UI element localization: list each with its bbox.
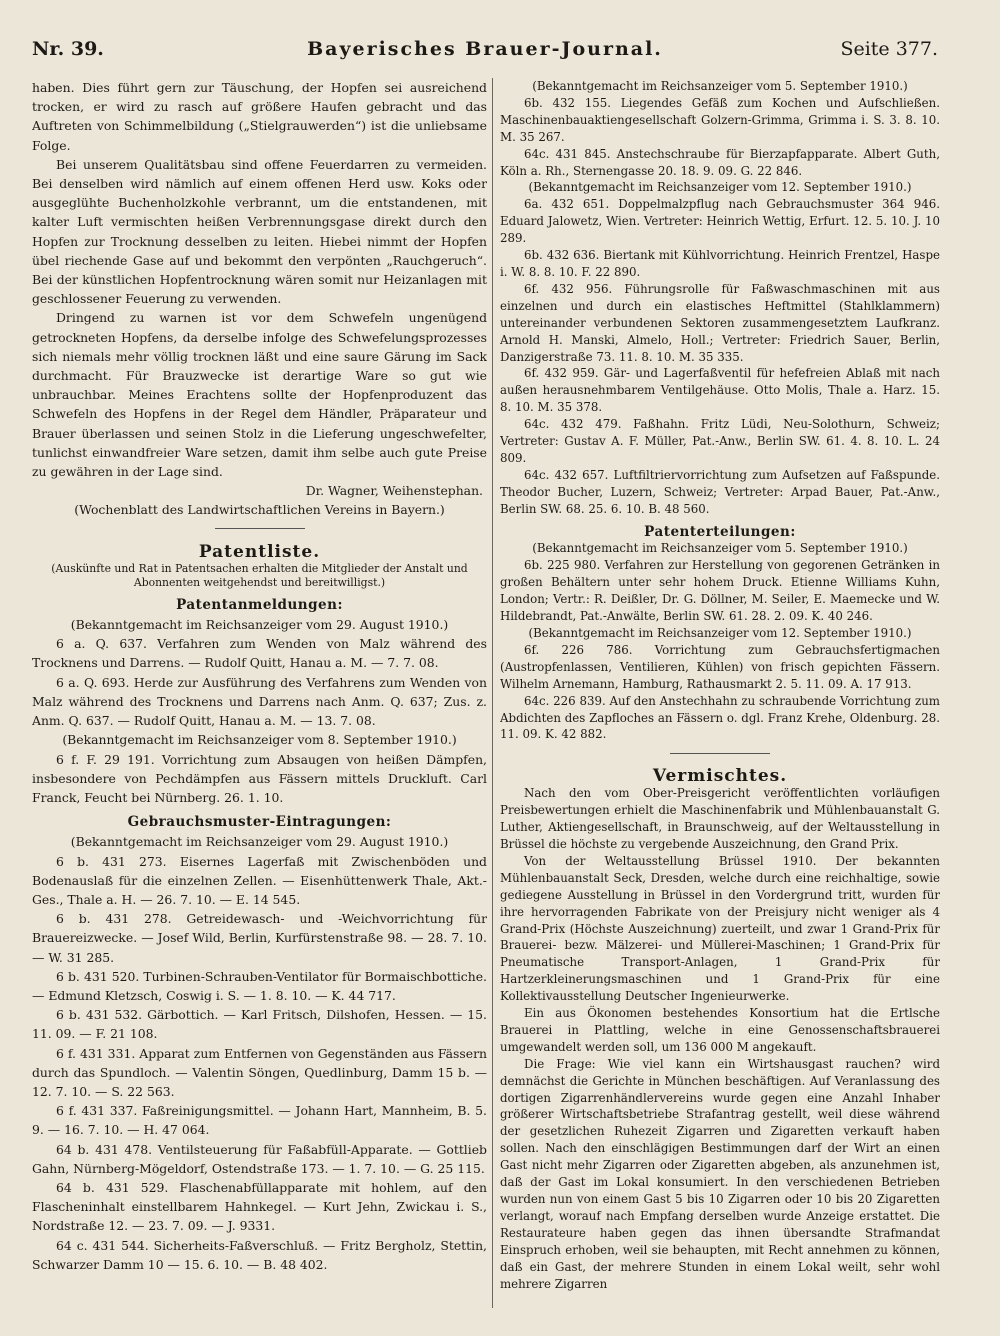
- gebrauchsmuster-entry: 6b. 432 155. Liegendes Gefäß zum Kochen und Aufschließen. Maschinenbauaktiengesellschaft Golzern-Grimma, Grimma i. S. 3. 8. 10. M. 35 267.: [500, 95, 940, 144]
- section-rule: [215, 528, 305, 529]
- patent-entry: 6f. 226 786. Vorrichtung zum Gebrauchsfertigmachen (Austropfenlassen, Ventilieren, Kühlen) von frisch gepichten Fässern. Wilhelm Arnemann, Hamburg, Rathausmarkt 2. 5. 11. 09. A. 17 913.: [500, 642, 940, 691]
- right-column: [500, 78, 940, 1308]
- announcement-date: (Bekanntgemacht im Reichsanzeiger vom 29. August 1910.): [70, 834, 449, 850]
- news-paragraph: Die Frage: Wie viel kann ein Wirtshausgast rauchen? wird demnächst die Gerichte in München beschäftigen. Auf Veranlassung des dortigen Zigarrenhändlervereins wurde gegen eine Anzahl Inhaber größerer Wirtschaftsbetriebe Strafantrag gestellt, weil diese während der gesetzlichen Ruhezeit Zigarren und Zigaretten verkauft haben sollen. Nach den einschlägigen Bestimmungen darf der Wirt an einen Gast nicht mehr Zigarren oder Zigaretten abgeben, als anzunehmen ist, daß der Gast im Lokal konsumiert. In den verschiedenen Betrieben wurden nun von einem Gast 5 bis 10 Zigarren oder 10 bis 20 Zigaretten verlangt, worauf nach Empfang derselben wurde Anzeige erstattet. Die Restaurateure haben gegen das ihnen übersandte Strafmandat Einspruch erhoben, weil sie behaupten, mit Recht annehmen zu können, daß ein Gast, der mehrere Stunden in einem Lokal weilt, sehr wohl mehrere Zigarren: [500, 1056, 940, 1291]
- section-rule: [670, 753, 770, 754]
- patent-entry: 6 a. Q. 637. Verfahren zum Wenden von Malz während des Trocknens und Darrens. — Rudolf Quitt, Hanau a. M. — 7. 7. 08.: [32, 636, 487, 671]
- gebrauchsmuster-entry: 64 b. 431 478. Ventilsteuerung für Faßabfüll-Apparate. — Gottlieb Gahn, Nürnberg-Mögeldorf, Ostendstraße 173. — 1. 7. 10. — G. 25 115.: [32, 1141, 487, 1176]
- article-paragraph: Bei unserem Qualitätsbau sind offene Feuerdarren zu vermeiden. Bei denselben wird nämlich auf einem offenen Herd usw. Koks oder ausgeglühte Buchenholzkohle verbrannt, um die entstandenen, mit kalter Luft vermischten heißen Verbrennungsgase direkt durch den Hopfen zur Trocknung desselben zu leiten. Hiebei nimmt der Hopfen übel riechende Gase auf und bekommt den verpönten „Rauchgeruch“. Bei der künstlichen Hopfentrocknung wären somit nur Heizanlagen mit geschlossener Feuerung zu verwenden.: [32, 156, 487, 307]
- announcement-date: (Bekanntgemacht im Reichsanzeiger vom 29. August 1910.): [70, 617, 449, 633]
- article-source: (Wochenblatt des Landwirtschaftlichen Vereins in Bayern.): [74, 502, 445, 518]
- gebrauchsmuster-entry: 64 b. 431 529. Flaschenabfüllapparate mit hohlem, auf den Flascheninhalt einstellbarem Hahnkegel. — Kurt Jehn, Zwickau i. S., Nordstraße 12. — 23. 7. 09. — J. 9331.: [32, 1179, 487, 1234]
- gebrauchsmuster-entry: 64c. 431 845. Anstechschraube für Bierzapfapparate. Albert Guth, Köln a. Rh., Sternengasse 20. 18. 9. 09. G. 22 846.: [500, 146, 940, 178]
- gebrauchsmuster-entry: 64 c. 431 544. Sicherheits-Faßverschluß. — Fritz Bergholz, Stettin, Schwarzer Damm 10 — 15. 6. 10. — B. 48 402.: [32, 1237, 487, 1272]
- gebrauchsmuster-entry: 64c. 432 657. Luftfiltriervorrichtung zum Aufsetzen auf Faßspunde. Theodor Bucher, Luzern, Schweiz; Vertreter: Arpad Bauer, Pat.-Anw., Berlin SW. 68. 25. 6. 10. B. 48 560.: [500, 467, 940, 516]
- gebrauchsmuster-entry: 6 b. 431 532. Gärbottich. — Karl Fritsch, Dilshofen, Hessen. — 15. 11. 09. — F. 21 108.: [32, 1007, 487, 1042]
- announcement-date: (Bekanntgemacht im Reichsanzeiger vom 5. September 1910.): [532, 79, 908, 93]
- patentliste-note: (Auskünfte und Rat in Patentsachen erhalten die Mitglieder der Anstalt und Abonnenten weitgehendst und bereitwilligst.): [51, 561, 468, 589]
- patentanmeldungen-heading: Patentanmeldungen:: [176, 596, 343, 613]
- news-paragraph: Von der Weltausstellung Brüssel 1910. Der bekannten Mühlenbauanstalt Seck, Dresden, welche durch eine reichhaltige, sowie gediegene Ausstellung in Brüssel in den Vordergrund tritt, wurden für ihre hervorragenden Fabrikate von der Preisjury nicht weniger als 4 Grand-Prix (Höchste Auszeichnung) zuerteilt, und zwar 1 Grand-Prix für Brauerei- bezw. Mälzerei- und Müllerei-Maschinen; 1 Grand-Prix für Pneumatische Transport-Anlagen, 1 Grand-Prix für Hartzerkleinerungsmaschinen und 1 Grand-Prix für eine Kollektivausstellung Deutscher Ingenieurwerke.: [500, 853, 940, 1004]
- gebrauchsmuster-entry: 6 b. 431 520. Turbinen-Schrauben-Ventilator für Bormaischbottiche. — Edmund Kletzsch, Coswig i. S. — 1. 8. 10. — K. 44 717.: [32, 968, 487, 1003]
- patent-entry: 6b. 225 980. Verfahren zur Herstellung von gegorenen Getränken in großen Behältern unter sehr hohem Druck. Etienne Williams Kuhn, London; Vertr.: R. Deißler, Dr. G. Döllner, M. Seiler, E. Maemecke und W. Hildebrandt, Pat.-Anwälte, Berlin SW. 61. 28. 2. 09. K. 40 246.: [500, 558, 940, 624]
- gebrauchsmuster-heading: Gebrauchsmuster-Eintragungen:: [127, 814, 392, 831]
- gebrauchsmuster-entry: 64c. 432 479. Faßhahn. Fritz Lüdi, Neu-Solothurn, Schweiz; Vertreter: Gustav A. F. Müller, Pat.-Anw., Berlin SW. 61. 4. 8. 10. L. 24 809.: [500, 417, 940, 465]
- journal-title: Bayerisches Brauer-Journal.: [307, 38, 663, 60]
- news-paragraph: Nach den vom Ober-Preisgericht veröffentlichten vorläufigen Preisbewertungen erhielt die Maschinenfabrik und Mühlenbauanstalt G. Luther, Aktiengesellschaft, in Braunschweig, auf der Weltausstellung in Brüssel die höchste zu vergebende Auszeichnung, den Grand Prix.: [500, 786, 940, 851]
- gebrauchsmuster-entry: 6a. 432 651. Doppelmalzpflug nach Gebrauchsmuster 364 946. Eduard Jalowetz, Wien. Vertreter: Heinrich Wettig, Erfurt. 12. 5. 10. J. 10 289.: [500, 197, 940, 246]
- vermischtes-heading: Vermischtes.: [652, 766, 788, 787]
- announcement-date: (Bekanntgemacht im Reichsanzeiger vom 12. September 1910.): [528, 626, 912, 640]
- announcement-date: (Bekanntgemacht im Reichsanzeiger vom 5. September 1910.): [532, 541, 908, 556]
- gebrauchsmuster-entry: 6 f. 431 337. Faßreinigungsmittel. — Johann Hart, Mannheim, B. 5. 9. — 16. 7. 10. — H. 47 064.: [32, 1103, 487, 1138]
- gebrauchsmuster-entry: 6 b. 431 273. Eisernes Lagerfaß mit Zwischenböden und Bodenauslaß für die einzelnen Zellen. — Eisenhüttenwerk Thale, Akt.-Ges., Thale a. H. — 26. 7. 10. — E. 14 545.: [32, 853, 487, 907]
- issue-number: Nr. 39.: [32, 38, 104, 60]
- gebrauchsmuster-entry: 6f. 432 956. Führungsrolle für Faßwaschmaschinen mit aus einzelnen und durch ein elastisches Heftmittel (Stahlklammern) untereinander verbundenen Sektoren zusammengesetztem Laufkranz. Arnold H. Manski, Almelo, Holl.; Vertreter: Friedrich Sauer, Berlin, Danzigerstraße 73. 11. 8. 10. M. 35 335.: [500, 281, 940, 364]
- gebrauchsmuster-entry: 6 f. 431 331. Apparat zum Entfernen von Gegenständen aus Fässern durch das Spundloch. — Valentin Söngen, Quedlinburg, Damm 15 b. — 12. 7. 10. — S. 22 563.: [32, 1045, 487, 1099]
- gebrauchsmuster-entry: 6b. 432 636. Biertank mit Kühlvorrichtung. Heinrich Frentzel, Haspe i. W. 8. 8. 10. F. 22 890.: [500, 248, 940, 279]
- article-paragraph: haben. Dies führt gern zur Täuschung, der Hopfen sei ausreichend trocken, er wird zu rasch auf größere Haufen gebracht und das Auftreten von Schimmelbildung („Stielgrauwerden“) ist die unliebsame Folge.: [32, 80, 487, 153]
- patent-entry: 6 f. F. 29 191. Vorrichtung zum Absaugen von heißen Dämpfen, insbesondere von Pechdämpfen aus Fässern mittels Druckluft. Carl Franck, Feucht bei Nürnberg. 26. 1. 10.: [32, 751, 487, 805]
- announcement-date: (Bekanntgemacht im Reichsanzeiger vom 12. September 1910.): [528, 180, 912, 195]
- patenterteilungen-heading: Patenterteilungen:: [644, 523, 796, 540]
- gebrauchsmuster-entry: 6 b. 431 278. Getreidewasch- und -Weichvorrichtung für Brauereizwecke. — Josef Wild, Berlin, Kurfürstenstraße 98. — 28. 7. 10. — W. 31 285.: [32, 911, 487, 965]
- page-header: [32, 38, 938, 72]
- left-column: [32, 78, 487, 1308]
- news-paragraph: Ein aus Ökonomen bestehendes Konsortium hat die Ertlsche Brauerei in Plattling, welche in eine Genossenschaftsbrauerei umgewandelt werden soll, um 136 000 M angekauft.: [500, 1006, 940, 1054]
- patentliste-heading: Patentliste.: [198, 541, 321, 562]
- gebrauchsmuster-entry: 6f. 432 959. Gär- und Lagerfaßventil für hefefreien Ablaß mit nach außen herausnehmbarem Ventilgehäuse. Otto Molis, Thale a. Harz. 15. 8. 10. M. 35 378.: [500, 366, 940, 415]
- page-number: Seite 377.: [840, 38, 938, 60]
- author-signature: Dr. Wagner, Weihenstephan.: [305, 483, 483, 499]
- patent-entry: 6 a. Q. 693. Herde zur Ausführung des Verfahrens zum Wenden von Malz während des Trocknens und Darrens nach Anm. Q. 637; Zus. z. Anm. Q. 637. — Rudolf Quitt, Hanau a. M. — 13. 7. 08.: [32, 674, 487, 729]
- column-divider: [492, 78, 493, 1308]
- patent-entry: 64c. 226 839. Auf den Anstechhahn zu schraubende Vorrichtung zum Abdichten des Zapfloches an Fässern o. dgl. Franz Krehe, Oldenburg. 28. 11. 09. K. 42 882.: [500, 693, 940, 742]
- announcement-date: (Bekanntgemacht im Reichsanzeiger vom 8. September 1910.): [62, 732, 457, 748]
- article-paragraph: Dringend zu warnen ist vor dem Schwefeln ungenügend getrockneten Hopfens, da derselbe infolge des Schwefelungsprozesses sich niemals mehr völlig trocknen läßt und eine saure Gärung im Sack durchmacht. Für Brauzwecke ist derartige Ware so gut wie unbrauchbar. Meines Erachtens sollte der Hopfenproduzent das Schwefeln des Hopfens in der Regel dem Händler, Präparateur und Brauer überlassen und seinen Stolz in die Lieferung ungeschwefelter, tunlichst einwandfreier Ware setzen, damit ihm selbe auch gute Preise zu gewähren in der Lage sind.: [32, 310, 487, 480]
